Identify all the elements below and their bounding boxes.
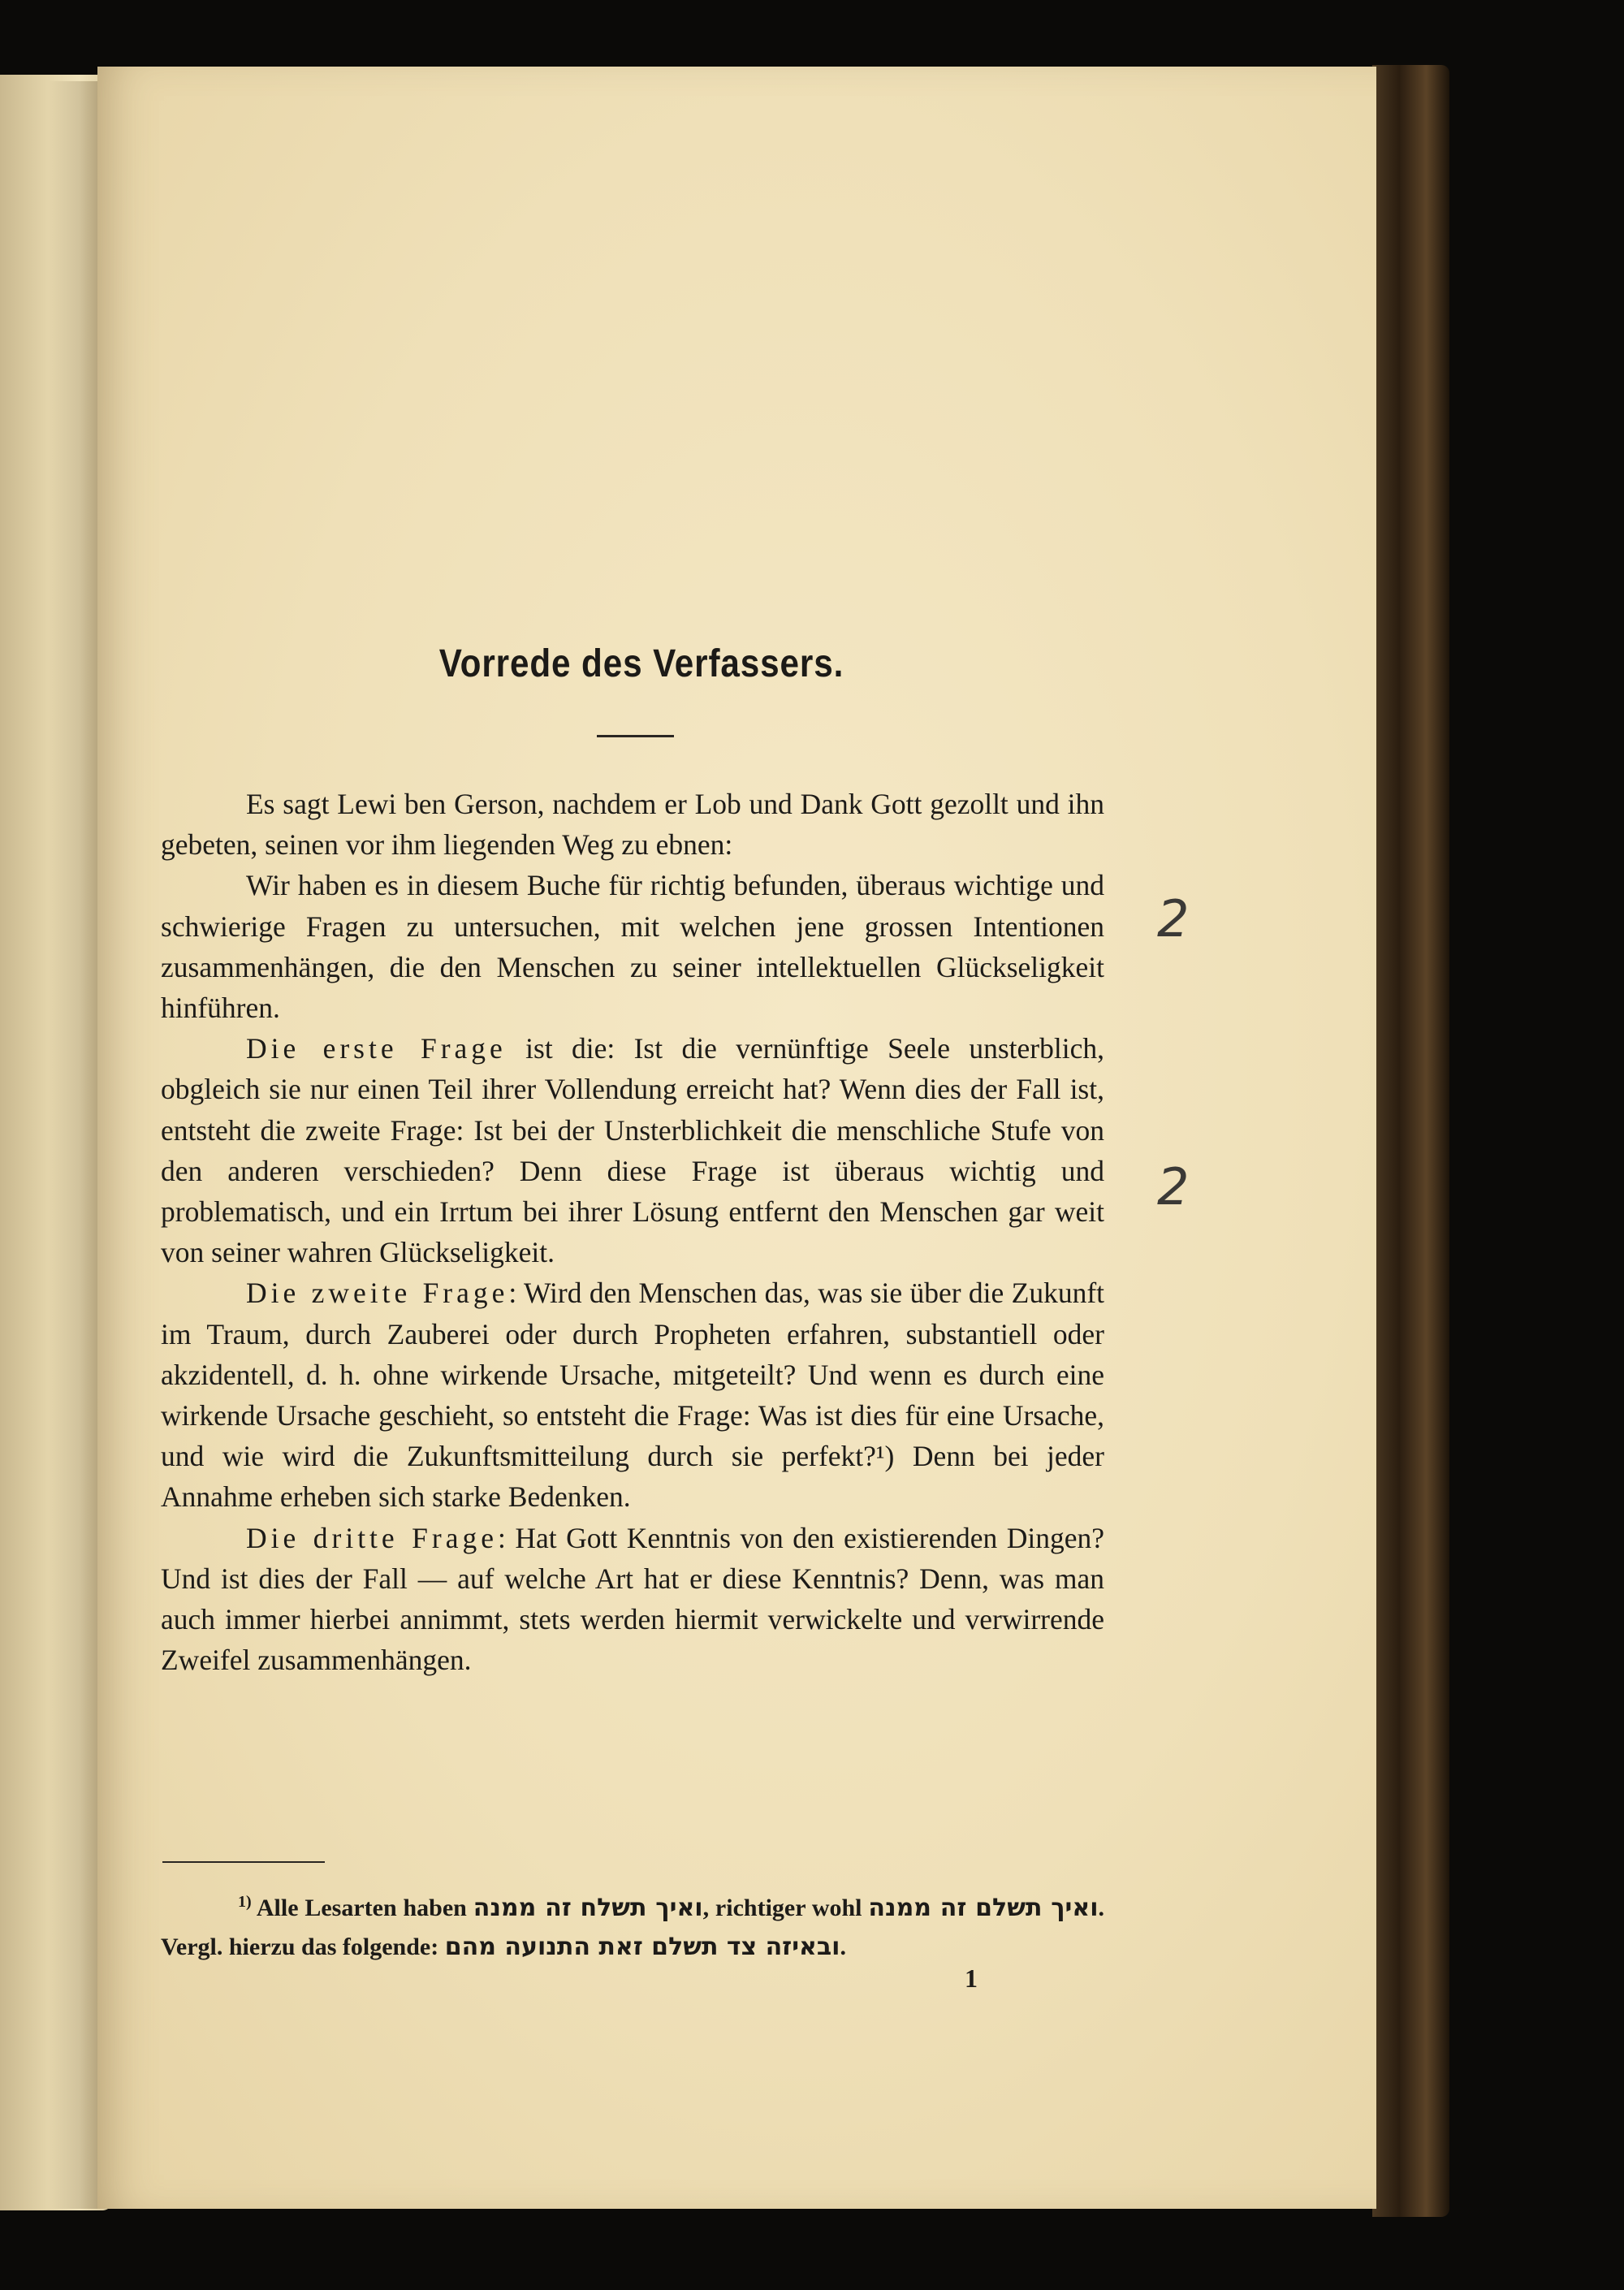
paragraph-5 bbox=[161, 1518, 1104, 1681]
paragraph-3 bbox=[161, 1028, 1104, 1272]
paragraph-3-lead: Die erste Frage bbox=[246, 1032, 507, 1065]
paragraph-4 bbox=[161, 1272, 1104, 1517]
footnote-part-1: Alle Lesarten haben bbox=[256, 1895, 467, 1921]
margin-annotation-1: 2 bbox=[1157, 889, 1190, 948]
margin-annotation-2: 2 bbox=[1157, 1157, 1190, 1216]
paragraph-4-text: : Wird den Menschen das, was sie über die Zukunft im Traum, durch Zauberei oder durch Propheten erfahren, substantiell oder akzidentell, d. h. ohne wirkende Ursache, mitgeteilt? Und wenn es durch eine wirkende Ursache geschieht, so entsteht die Frage: Was ist dies für eine Ursache, und wie wird die Zukunftsmitteilung durch sie perfekt?¹) Denn bei jeder Annahme erheben sich starke Bedenken. bbox=[161, 1277, 1105, 1514]
footnote-hebrew-3: ובאיזה צד תשלם זאת התנועה מהם bbox=[444, 1933, 840, 1961]
paragraph-4-lead: Die zweite Frage bbox=[246, 1277, 509, 1310]
paragraph-2 bbox=[161, 865, 1104, 1028]
paragraph-3-text: ist die: Ist die vernünftige Seele unsterblich, obgleich sie nur einen Teil ihrer Vollendung erreicht hat? Wenn dies der Fall ist, entsteht die zweite Frage: Ist bei der Unsterblichkeit die menschliche Stufe von den anderen verschieden? Denn diese Frage ist überaus wichtig und problematisch, und ein Irrtum bei ihrer Lösung entfernt den Menschen gar weit von seiner wahren Glückseligkeit. bbox=[161, 1032, 1104, 1269]
title-divider bbox=[597, 735, 674, 737]
book-spine-edge bbox=[1372, 65, 1449, 2217]
footnote-end: . bbox=[840, 1934, 846, 1960]
footnote bbox=[161, 1882, 1104, 1967]
paragraph-5-lead: Die dritte Frage bbox=[246, 1521, 499, 1554]
paragraph-5-text: : Hat Gott Kenntnis von den existierenden Dingen? Und ist dies der Fall — auf welche Art hat er diese Kenntnis? Denn, was man auch immer hierbei annimmt, stets werden hiermit verwickelte und verwirrende Zweifel zusammenhängen. bbox=[161, 1521, 1104, 1677]
footnote-part-2: , richtiger wohl bbox=[702, 1895, 862, 1921]
footnote-mark: 1) bbox=[238, 1893, 252, 1911]
page-number: 1 bbox=[965, 1964, 978, 1993]
footnote-hebrew-2: ואיך תשלם זה ממנה bbox=[868, 1894, 1099, 1922]
footnote-part-3: . Vergl. hierzu das folgende: bbox=[161, 1895, 1105, 1960]
footnote-divider bbox=[162, 1861, 325, 1863]
page-title: Vorrede des Verfassers. bbox=[438, 642, 844, 685]
footnote-text bbox=[161, 1882, 1104, 1967]
body-text bbox=[161, 784, 1104, 1680]
paragraph-2-text: Wir haben es in diesem Buche für richtig befunden, überaus wichtige und schwierige Fragen zu untersuchen, mit welchen jene grossen Intentionen zusammenhängen, die den Menschen zu seiner intellektuellen Glückseligkeit hinführen. bbox=[161, 869, 1104, 1025]
footnote-hebrew-1: ואיך תשלח זה ממנה bbox=[473, 1894, 703, 1922]
paragraph-1: Es sagt Lewi ben Gerson, nachdem er Lob und Dank Gott gezollt und ihn gebeten, seinen vor ihm liegenden Weg zu ebnen: bbox=[161, 788, 1104, 862]
